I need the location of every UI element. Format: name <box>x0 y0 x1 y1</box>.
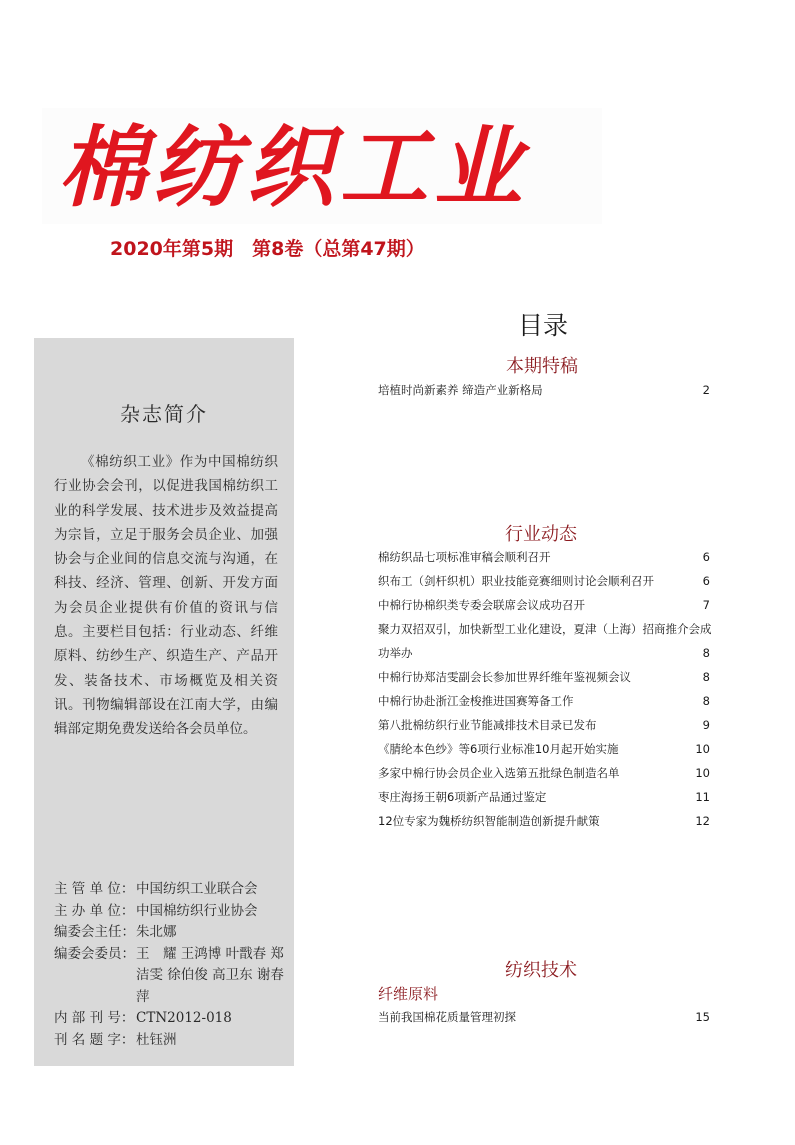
toc-item[interactable] <box>378 593 710 617</box>
toc-item-page: 7 <box>702 598 710 612</box>
toc-item-page: 6 <box>702 550 710 564</box>
credit-row <box>54 879 294 901</box>
sidebar-title: 杂志简介 <box>120 402 208 426</box>
credit-label: 编委会委员： <box>54 945 135 962</box>
toc-item[interactable] <box>378 809 710 833</box>
credit-label: 编委会主任： <box>54 924 135 940</box>
toc-item-title: 织布工（剑杆织机）职业技能竞赛细则讨论会顺利召开 <box>378 574 654 588</box>
toc-item-title: 12位专家为魏桥纺织智能制造创新提升献策 <box>378 814 600 828</box>
masthead-logo: 棉纺织工业 <box>58 115 529 219</box>
issue-info: 2020年第5期 第8卷（总第47期） <box>110 238 425 260</box>
toc-item-page: 9 <box>702 718 710 732</box>
toc-heading: 目录 <box>518 311 569 340</box>
credit-label: 刊 名 题 字： <box>54 1031 135 1048</box>
toc-item-title: 中棉行协棉织类专委会联席会议成功召开 <box>378 598 585 612</box>
toc-item-title: 中棉行协郑洁雯副会长参加世界纤维年鉴视频会议 <box>378 670 631 684</box>
toc-item-title: 培植时尚新素养 缔造产业新格局 <box>378 383 543 397</box>
toc-item-title: 《腈纶本色纱》等6项行业标准10月起开始实施 <box>378 742 619 756</box>
subsection-title: 纤维原料 <box>378 985 439 1003</box>
toc-item-title: 中棉行协赴浙江金梭推进国赛筹备工作 <box>378 694 574 708</box>
toc-item-page: 2 <box>702 383 710 397</box>
credit-label: 内 部 刊 号： <box>54 1010 135 1026</box>
credit-row <box>54 944 294 1009</box>
toc-item[interactable] <box>378 378 710 402</box>
credit-label: 主 办 单 位： <box>54 902 135 919</box>
credit-row <box>54 922 294 944</box>
credit-value: 王 耀 王鸿博 叶戬春 郑洁雯 徐伯俊 高卫东 谢春萍 <box>136 945 284 1005</box>
section-title: 纺织技术 <box>505 960 577 981</box>
toc-item-page: 15 <box>695 1010 710 1024</box>
toc-item[interactable] <box>378 545 710 569</box>
toc-item-title: 当前我国棉花质量管理初探 <box>378 1010 516 1024</box>
toc-item-page: 12 <box>695 814 710 828</box>
toc-item-title: 枣庄海扬王朝6项新产品通过鉴定 <box>378 790 547 804</box>
credit-value: 中国棉纺织行业协会 <box>136 902 258 919</box>
toc-item[interactable] <box>378 665 710 689</box>
toc-item-page: 8 <box>702 646 710 660</box>
sidebar-panel <box>34 338 294 1066</box>
toc-item[interactable] <box>378 617 712 665</box>
credit-value: 中国纺织工业联合会 <box>136 881 258 897</box>
toc-item[interactable] <box>378 785 710 809</box>
credit-value: 朱北娜 <box>136 924 177 940</box>
toc-item[interactable] <box>378 689 710 713</box>
credits-list <box>54 879 294 1051</box>
toc-item-page: 8 <box>702 694 710 708</box>
credit-label: 主 管 单 位： <box>54 881 135 897</box>
section-title: 本期特稿 <box>506 356 578 377</box>
credit-row <box>54 1030 294 1052</box>
toc-item-title: 聚力双招双引，加快新型工业化建设，夏津（上海）招商推介会成功举办 <box>378 622 712 660</box>
credit-value: 杜钰洲 <box>136 1031 177 1048</box>
toc-item-page: 11 <box>695 790 710 804</box>
toc-item[interactable] <box>378 737 710 761</box>
section-title: 行业动态 <box>505 524 577 545</box>
toc-item[interactable] <box>378 569 710 593</box>
credit-value: CTN2012-018 <box>136 1010 232 1026</box>
toc-item[interactable] <box>378 761 710 785</box>
toc-item-page: 8 <box>702 670 710 684</box>
toc-item-page: 6 <box>702 574 710 588</box>
credit-row <box>54 901 294 923</box>
sidebar-intro: 《棉纺织工业》作为中国棉纺织行业协会会刊，以促进我国棉纺织工业的科学发展、技术进步及效益提高为宗旨，立足于服务会员企业、加强协会与企业间的信息交流与沟通，在科技、经济、管理、创新、开发方面为会员企业提供有价值的资讯与信息。主要栏目包括：行业动态、纤维原料、纺纱生产、织造生产、产品开发、装备技术、市场概览及相关资讯。刊物编辑部设在江南大学，由编辑部定期免费发送给各会员单位。 <box>54 454 278 738</box>
toc-item-title: 第八批棉纺织行业节能减排技术目录已发布 <box>378 718 597 732</box>
toc-item-title: 多家中棉行协会员企业入选第五批绿色制造名单 <box>378 766 620 780</box>
toc-item[interactable] <box>378 1005 710 1029</box>
toc-item-page: 10 <box>695 766 710 780</box>
toc-item[interactable] <box>378 713 710 737</box>
credit-row <box>54 1008 294 1030</box>
toc-item-title: 棉纺织品七项标准审稿会顺利召开 <box>378 550 551 564</box>
toc-item-page: 10 <box>695 742 710 756</box>
